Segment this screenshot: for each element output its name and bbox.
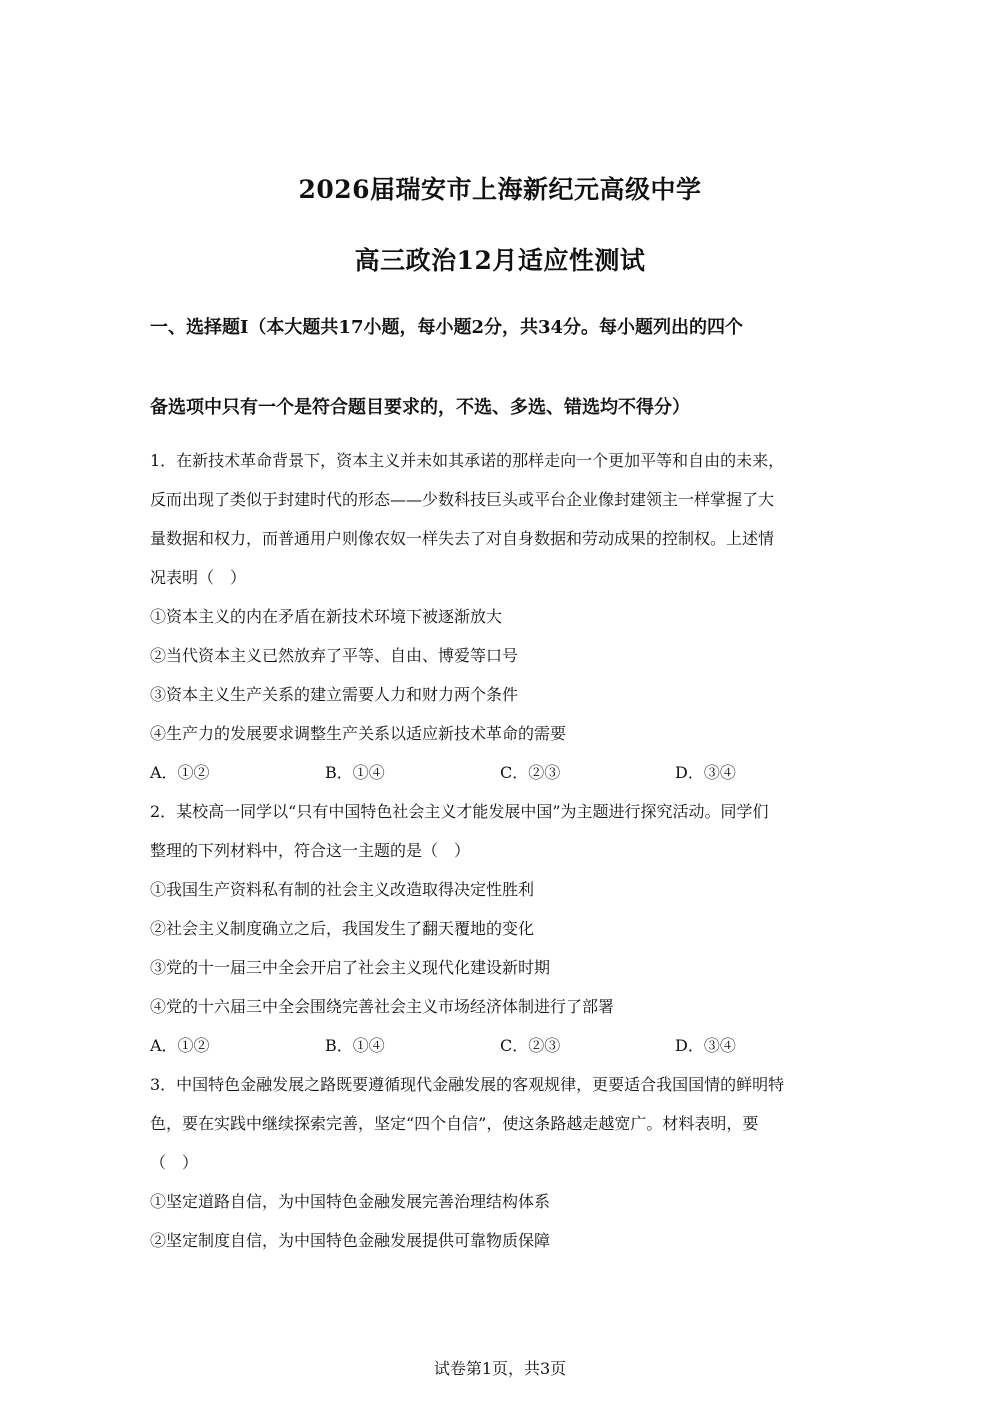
question-2-item-2: ②社会主义制度确立之后，我国发生了翻天覆地的变化 xyxy=(150,919,535,938)
question-2-options xyxy=(150,1026,860,1065)
exam-title-school: 2026届瑞安市上海新纪元高级中学 xyxy=(298,175,702,204)
question-2-stem-line: 整理的下列材料中，符合这一主题的是（ ） xyxy=(150,841,471,860)
question-1-item-2: ②当代资本主义已然放弃了平等、自由、博爱等口号 xyxy=(150,646,519,665)
question-1-option-b: B．①④ xyxy=(325,763,385,782)
section-heading-line1: 一、选择题Ⅰ（本大题共17小题，每小题2分，共34分。每小题列出的四个 xyxy=(150,317,744,338)
question-2-item-3: ③党的十一届三中全会开启了社会主义现代化建设新时期 xyxy=(150,958,551,977)
question-1 xyxy=(150,441,860,792)
question-1-option-d: D．③④ xyxy=(675,763,736,782)
question-3 xyxy=(150,1065,860,1260)
question-1-stem-line: 况表明（ ） xyxy=(150,568,247,587)
question-3-stem-line: 3．中国特色金融发展之路既要遵循现代金融发展的客观规律，更要适合我国国情的鲜明特 xyxy=(150,1075,785,1094)
question-2-item-4: ④党的十六届三中全会围绕完善社会主义市场经济体制进行了部署 xyxy=(150,997,615,1016)
section-heading-line2: 备选项中只有一个是符合题目要求的，不选、多选、错选均不得分） xyxy=(150,397,690,418)
question-1-option-a: A．①② xyxy=(150,763,210,782)
question-2-option-c: C．②③ xyxy=(500,1036,561,1055)
question-1-item-3: ③资本主义生产关系的建立需要人力和财力两个条件 xyxy=(150,685,519,704)
question-1-stem-line: 反而出现了类似于封建时代的形态——少数科技巨头或平台企业像封建领主一样掌握了大 xyxy=(150,490,775,509)
page-footer: 试卷第1页，共3页 xyxy=(433,1359,567,1378)
question-2-option-b: B．①④ xyxy=(325,1036,385,1055)
question-2 xyxy=(150,792,860,1065)
question-3-stem-line: （ ） xyxy=(150,1153,199,1172)
exam-title-subject: 高三政治12月适应性测试 xyxy=(354,246,646,275)
question-2-option-d: D．③④ xyxy=(675,1036,736,1055)
question-2-stem-line: 2．某校高一同学以“只有中国特色社会主义才能发展中国”为主题进行探究活动。同学们 xyxy=(150,802,769,821)
question-3-item-2: ②坚定制度自信，为中国特色金融发展提供可靠物质保障 xyxy=(150,1231,551,1250)
question-1-stem-line: 1．在新技术革命背景下，资本主义并未如其承诺的那样走向一个更加平等和自由的未来， xyxy=(150,451,785,470)
question-3-item-1: ①坚定道路自信，为中国特色金融发展完善治理结构体系 xyxy=(150,1192,551,1211)
question-1-item-4: ④生产力的发展要求调整生产关系以适应新技术革命的需要 xyxy=(150,724,567,743)
question-2-option-a: A．①② xyxy=(150,1036,210,1055)
question-3-stem-line: 色，要在实践中继续探索完善，坚定“四个自信”，使这条路越走越宽广。材料表明，要 xyxy=(150,1114,759,1133)
question-2-item-1: ①我国生产资料私有制的社会主义改造取得决定性胜利 xyxy=(150,880,535,899)
question-1-item-1: ①资本主义的内在矛盾在新技术环境下被逐渐放大 xyxy=(150,607,503,626)
question-1-option-c: C．②③ xyxy=(500,763,561,782)
question-1-options xyxy=(150,753,860,792)
question-1-stem-line: 量数据和权力，而普通用户则像农奴一样失去了对自身数据和劳动成果的控制权。上述情 xyxy=(150,529,775,548)
